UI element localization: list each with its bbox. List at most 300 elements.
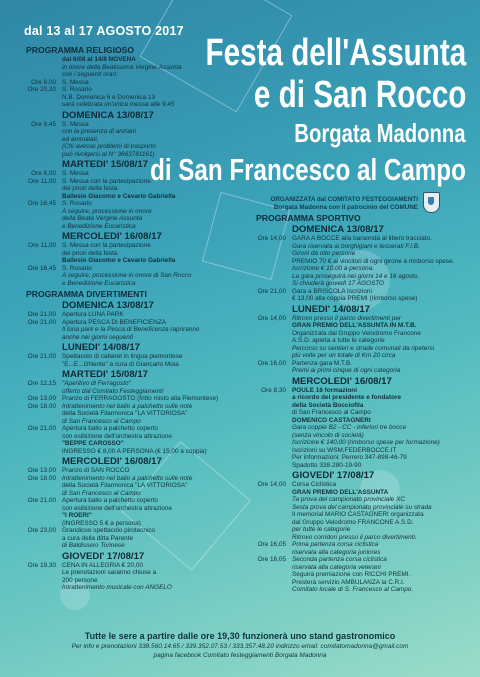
entry-text: Pranzo di FERRAGOSTO (fritto misto alla Piemontese): [62, 395, 219, 402]
entry-text: Apertura ballo a palchetto coperto: [62, 497, 158, 504]
entry-text: della Beata Vergine Assunta: [62, 215, 143, 222]
schedule-entry: [22, 380, 224, 388]
entry-time: [22, 250, 62, 258]
entry-text: Apertura LUNA PARK: [62, 311, 124, 318]
entry-text: S. Messa: [62, 120, 89, 128]
entry-text: e Benedizione Eucaristica: [62, 222, 136, 230]
entry-time: [22, 490, 62, 498]
schedule-entry: [252, 322, 468, 330]
title-line-1: Festa dell'Assunta: [205, 32, 466, 74]
entry-text: Gara riservata ai borghigiani e tesserati F.I.B.: [292, 242, 420, 250]
entry-text: CENA IN ALLEGRIA € 20,00: [62, 561, 143, 569]
entry-text: con la presenza di anziani: [62, 128, 136, 135]
entry-time: [22, 410, 62, 418]
schedule-entry: [22, 542, 224, 550]
schedule-entry: [22, 101, 224, 109]
entry-time: Ore 8,00: [31, 78, 56, 86]
day-heading: GIOVEDI' 17/08/17: [62, 550, 145, 562]
schedule-entry: [252, 526, 468, 534]
entry-time: [22, 208, 62, 216]
schedule-entry: [22, 410, 224, 418]
entry-time: [22, 361, 62, 369]
entry-text: A seguire, processione in onore: [62, 207, 152, 215]
entry-text: ed ammalati.: [62, 135, 99, 143]
entry-text: GARA A BOCCE alla baraonda al libero tracciato.: [292, 235, 432, 242]
entry-text: e Benedizione Eucaristica: [62, 279, 136, 287]
entry-text: Intrattenimento nel ballo a palchetto sulle note: [62, 474, 193, 482]
right-column: [252, 212, 468, 594]
schedule-entry: [22, 527, 224, 535]
schedule-entry: [252, 481, 468, 489]
schedule-entry: [22, 433, 224, 441]
schedule-entry: [22, 326, 224, 334]
entry-text: INGRESSO € 8,00 A PERSONA (€ 15,00 a coppia): [62, 447, 207, 455]
schedule-entry: [252, 586, 468, 594]
schedule-entry: [252, 462, 468, 470]
religioso-days: [22, 110, 224, 288]
entry-time: [22, 143, 62, 151]
schedule-entry: [252, 424, 468, 432]
entry-time: Ore 18,00: [27, 402, 56, 410]
entry-text: (Chi avesse problemi di trasporto: [62, 143, 156, 150]
schedule-entry: [22, 569, 224, 577]
entry-text: con i seguenti orari:: [62, 71, 118, 78]
entry-time: [252, 549, 292, 557]
entry-time: Ore 23,00: [27, 527, 56, 534]
entry-time: Ore 14,00: [257, 235, 286, 242]
entry-text: riservata alla categoria veterani: [292, 563, 381, 571]
entry-time: [252, 337, 292, 345]
entry-text: Iscrizioni su WSM.FEDERBOCCE.IT: [292, 446, 397, 454]
entry-time: [22, 280, 62, 288]
schedule-entry: [252, 337, 468, 345]
entry-time: [22, 512, 62, 520]
entry-time: Ore 16,05: [257, 556, 286, 563]
schedule-entry: [252, 489, 468, 497]
entry-text: Partenza gara M.T.B.: [292, 359, 353, 367]
entry-time: [252, 250, 292, 258]
entry-text: Iscrizione € 140,00 (rimborso spese per formazione): [292, 439, 440, 446]
entry-text: Spadotto 338-280-19-90: [292, 461, 362, 469]
schedule-entry: [22, 418, 224, 426]
entry-time: Ore 11,00: [28, 242, 56, 249]
schedule-entry: [22, 395, 224, 403]
schedule-entry: [22, 497, 224, 505]
entry-text: (INGRESSO 5 € a persona): [62, 519, 141, 527]
entry-time: [252, 511, 292, 519]
divertimenti-days: [22, 300, 224, 592]
entry-time: Ore 16,05: [257, 541, 286, 548]
schedule-entry: [252, 511, 468, 519]
entry-time: Ore 20,30: [27, 86, 56, 93]
schedule-entry: [22, 71, 224, 79]
entry-text: Si chiuderà giovedì 17 AGOSTO: [292, 280, 385, 287]
schedule-entry: [22, 143, 224, 151]
entry-text: più volte per un totale di Km 20 circa: [292, 352, 396, 359]
schedule-entry: [22, 467, 224, 475]
schedule-entry: [252, 549, 468, 557]
schedule-entry: [252, 519, 468, 527]
schedule-entry: [252, 504, 468, 512]
organizer-line-1: ORGANIZZATA dal COMITATO FESTEGGIAMENTI: [270, 196, 418, 203]
entry-text: S. Messa: [62, 78, 89, 86]
entry-text: Corsa Ciclistica: [292, 481, 337, 488]
schedule-entry: [252, 402, 468, 410]
day-heading: MERCOLEDI' 16/08/17: [62, 231, 162, 242]
entry-time: Ore 14,00: [257, 314, 286, 322]
schedule-entry: [252, 330, 468, 338]
entry-time: [22, 535, 62, 543]
schedule-entry: [22, 128, 224, 136]
entry-text: di Baldissero Torinese: [62, 542, 125, 549]
entry-text: Gironi da otto persone: [292, 250, 356, 257]
schedule-entry: [252, 352, 468, 360]
entry-text: N.B. Domenica 6 e Domenica 13: [62, 93, 156, 101]
day-heading: DOMENICA 13/08/17: [62, 109, 154, 121]
entry-time: Ore 14,00: [257, 481, 286, 488]
entry-time: [22, 577, 62, 585]
entry-time: [22, 448, 62, 456]
schedule-entry: [22, 334, 224, 342]
schedule-entry: [252, 235, 468, 243]
schedule-entry: [252, 258, 468, 266]
entry-text: S. Rosario: [62, 264, 92, 272]
entry-time: [22, 569, 62, 577]
entry-text: € 13,00 alla coppia PREMI (rimborso spese): [292, 295, 418, 302]
entry-time: [22, 151, 62, 159]
footer-stand-note: Tutte le sere a partire dalle ore 19,30 funzionerà uno stand gastronomico: [84, 631, 396, 641]
entry-time: [22, 223, 62, 231]
entry-time: [252, 394, 292, 402]
schedule-entry: [22, 215, 224, 223]
entry-time: [252, 322, 292, 330]
schedule-entry: [252, 243, 468, 251]
entry-time: Ore 16,45: [27, 200, 56, 207]
entry-time: Ore 13,00: [27, 395, 56, 402]
entry-text: Gara a BRISCOLA Iscrizioni: [292, 287, 372, 295]
entry-text: con esibizione dell'orchestra attrazione: [62, 504, 172, 512]
entry-text: dal Gruppo Velodromo FRANCONE A.S.D.: [292, 518, 414, 526]
entry-time: Ore 11,00: [28, 177, 56, 185]
entry-text: S. Rosario: [62, 200, 92, 207]
entry-time: Ore 21,00: [27, 497, 56, 504]
entry-time: [252, 345, 292, 353]
schedule-entry: [22, 94, 224, 102]
entry-text: della Società Filarmonica "LA VITTORIOSA": [62, 482, 188, 489]
schedule-entry: [252, 315, 468, 323]
entry-text: della Società Bocciofila: [292, 401, 364, 409]
section-title-religioso: PROGRAMMA RELIGIOSO: [26, 45, 135, 55]
schedule-entry: [22, 403, 224, 411]
schedule-entry: [252, 295, 468, 303]
footer-contacts: Per info e prenotazioni 338.560.14.65 / 339.352.07.53 / 333.357.48.20 indirizzo email: comitatomadonna@gmail.com: [71, 643, 409, 650]
entry-text: di San Francesco al Campo: [292, 409, 371, 416]
entry-text: sarà celebrata un'unica messa alle 9,45: [62, 101, 175, 108]
entry-time: [252, 330, 292, 338]
entry-text: Spettacolo di cabaret in lingua piemontese: [62, 353, 183, 360]
entry-text: Organizzata dal Gruppo Velodromo Francone: [292, 329, 421, 337]
schedule-entry: [22, 86, 224, 94]
entry-text: di San Francesco al Campo: [62, 489, 141, 497]
entry-time: Ore 9,45: [31, 120, 56, 128]
schedule-entry: [22, 193, 224, 201]
entry-text: Pranzo di SAN ROCCO: [62, 467, 130, 474]
entry-time: [252, 258, 292, 266]
entry-text: Grandioso spettacolo pirotecnico: [62, 527, 156, 534]
schedule-entry: [22, 170, 224, 178]
entry-text: Intrattenimento musicale con ANGELO: [62, 584, 172, 591]
entry-text: Le prenotazioni saranno chiuse a: [62, 569, 157, 576]
municipal-crest-icon: [423, 192, 440, 213]
day-heading: LUNEDI' 14/08/17: [292, 303, 371, 315]
entry-time: [22, 388, 62, 396]
entry-time: [22, 64, 62, 72]
entry-text: GRAN PREMIO DELL'ASSUNTA IN M.T.B.: [292, 322, 417, 329]
entry-time: Ore 16,00: [257, 359, 286, 367]
entry-text: Iscrizione € 10,00 a persona.: [292, 265, 375, 272]
entry-text: "BEPPE CAROSSO": [62, 440, 124, 447]
entry-time: Ore 21,00: [27, 311, 56, 318]
entry-time: [22, 101, 62, 109]
schedule-entry: [22, 482, 224, 490]
entry-time: Ore 16,45: [27, 264, 56, 272]
entry-text: S. Messa con la partecipazione: [62, 242, 151, 249]
schedule-entry: [22, 272, 224, 280]
entry-time: Ore 19,30: [27, 561, 56, 569]
day-heading: GIOVEDI' 17/08/17: [292, 470, 375, 481]
entry-text: Premi ai primi cinque di ogni categoria: [292, 367, 401, 374]
entry-time: [252, 424, 292, 432]
schedule-entry: [22, 535, 224, 543]
entry-text: Gara coppie B2 - CC - inferiori tre bocce: [292, 424, 407, 431]
entry-time: Ore 21,00: [257, 287, 286, 295]
entry-text: della Società Filarmonica "LA VITTORIOSA": [62, 410, 188, 417]
schedule-entry: [252, 496, 468, 504]
entry-time: Ore 21,00: [27, 425, 56, 432]
entry-time: [252, 280, 292, 288]
entry-time: [252, 352, 292, 360]
entry-time: [252, 439, 292, 447]
title-line-2: e di San Rocco: [253, 74, 466, 116]
schedule-entry: [22, 136, 224, 144]
entry-time: [252, 504, 292, 512]
entry-time: [252, 243, 292, 251]
entry-time: [252, 409, 292, 417]
schedule-entry: [252, 541, 468, 549]
entry-text: Intrattenimento nel ballo a palchetto sulle note: [62, 402, 193, 410]
entry-time: [22, 94, 62, 102]
schedule-entry: [22, 311, 224, 319]
entry-text: DOMENICO CASTAGNERI: [292, 416, 371, 424]
entry-text: 7a prova del campionato provinciale XC: [292, 496, 405, 503]
entry-time: [252, 273, 292, 281]
entry-time: [252, 571, 292, 579]
entry-time: [252, 454, 292, 462]
entry-time: Ore 21,00: [27, 318, 56, 326]
schedule-entry: [22, 208, 224, 216]
schedule-entry: [22, 242, 224, 250]
entry-text: PREMIO 70 € ai vincitori di ogni girone a rimborso spese.: [292, 257, 455, 265]
entry-text: Apertura ballo a palchetto coperto: [62, 425, 158, 432]
entry-text: Percorso su sentieri e strade comunali da ripetersi: [292, 344, 435, 352]
entry-text: per tutte le categorie: [292, 526, 351, 533]
schedule-entry: [22, 505, 224, 513]
schedule-entry: [252, 579, 468, 587]
schedule-entry: [252, 387, 468, 395]
schedule-entry: [22, 490, 224, 498]
schedule-entry: [22, 512, 224, 520]
entry-time: [22, 520, 62, 528]
section-title-divertimenti: PROGRAMMA DIVERTIMENTI: [26, 289, 147, 299]
entry-text: S. Messa con la partecipazione: [62, 177, 151, 185]
entry-time: [252, 534, 292, 542]
entry-time: [252, 462, 292, 470]
entry-text: Il luna park e la Pesca di Beneficenza rapriranno: [62, 326, 200, 333]
entry-text: POULE 16 formazioni: [292, 386, 357, 394]
entry-time: [22, 272, 62, 280]
schedule-entry: [252, 265, 468, 273]
schedule-entry: [22, 200, 224, 208]
schedule-entry: [252, 367, 468, 375]
entry-text: Ballesio Giacomo e Cevario Gabriella: [62, 192, 176, 200]
entry-text: Ritrovo corridori presso il parco divertimenti.: [292, 533, 417, 541]
religioso-intro: [22, 56, 224, 109]
schedule-entry: [22, 562, 224, 570]
entry-time: [22, 433, 62, 441]
schedule-entry: [22, 577, 224, 585]
entry-time: [252, 295, 292, 303]
entry-text: riservata alla categoria juniores: [292, 548, 381, 556]
entry-time: Ore 8,00: [31, 170, 56, 177]
schedule-entry: [22, 475, 224, 483]
entry-text: S. Messa: [62, 170, 89, 177]
entry-time: [22, 128, 62, 136]
schedule-entry: [22, 388, 224, 396]
entry-text: Apertura PESCA DI BENEFICIENZA: [62, 318, 167, 326]
schedule-entry: [252, 394, 468, 402]
schedule-entry: [252, 345, 468, 353]
schedule-entry: [252, 454, 468, 462]
entry-text: "Aperitivo di Ferragosto": [62, 380, 131, 387]
schedule-entry: [252, 556, 468, 564]
entry-text: Il memorial MARIO CASTAGNERI organizzata: [292, 511, 424, 518]
organizer-line-2: Borgata Madonna con il patrocinio del COMUNE: [273, 204, 418, 211]
entry-time: [252, 367, 292, 375]
entry-time: [22, 505, 62, 513]
schedule-entry: [22, 223, 224, 231]
day-heading: MARTEDI' 15/08/17: [62, 159, 148, 170]
entry-time: Ore 8,30: [261, 386, 286, 394]
schedule-entry: [252, 280, 468, 288]
schedule-entry: [22, 353, 224, 361]
entry-time: [22, 56, 62, 64]
day-heading: MERCOLEDI' 16/08/17: [292, 375, 392, 387]
entry-time: [22, 215, 62, 223]
entry-time: Ore 12,15: [27, 380, 56, 387]
schedule-entry: [252, 571, 468, 579]
entry-text: A seguire, processione in onore di San Rocco: [62, 272, 192, 279]
entry-time: [252, 265, 292, 273]
schedule-entry: [22, 448, 224, 456]
entry-time: [22, 334, 62, 342]
schedule-entry: [22, 425, 224, 433]
entry-time: [252, 564, 292, 572]
schedule-entry: [22, 319, 224, 327]
schedule-entry: [22, 151, 224, 159]
entry-text: Prima partenza corsa ciclistica: [292, 541, 379, 548]
day-heading: MARTEDI' 15/08/17: [62, 369, 148, 380]
left-column: [22, 44, 224, 592]
entry-text: Presterà servizio AMBULANZA la C.R.I.: [292, 578, 405, 586]
entry-text: Seguirà premiazione con RICCHI PREMI.: [292, 571, 411, 578]
entry-time: [22, 136, 62, 144]
title-line-3: Borgata Madonna: [294, 118, 466, 148]
entry-text: 200 persone: [62, 576, 98, 584]
schedule-entry: [252, 288, 468, 296]
entry-text: anche nei giorni seguenti: [62, 333, 134, 341]
schedule-entry: [22, 520, 224, 528]
footer-facebook: pagina facebook Comitato festeggiamenti Borgata Madonna: [153, 652, 327, 659]
entry-time: [22, 185, 62, 193]
entry-text: offerto dal Comitato Festeggiamenti: [62, 387, 164, 395]
schedule-entry: [252, 360, 468, 368]
entry-text: "I ROERI": [62, 512, 92, 519]
entry-text: La gara proseguirà nei giorni 14 e 16 agosto.: [292, 272, 420, 280]
entry-text: Ritrovo presso il parco divertimenti per: [292, 314, 402, 322]
day-heading: DOMENICA 13/08/17: [292, 224, 384, 235]
entry-text: Comitato locale di S. Francesco al Campo.: [292, 586, 414, 593]
schedule-entry: [252, 447, 468, 455]
entry-text: GRAN PREMIO DELL'ASSUNTA: [292, 488, 389, 496]
entry-text: Seconda partenza corsa ciclistica: [292, 556, 387, 563]
entry-text: dal 6/08 al 14/8 NOVENA: [62, 56, 136, 63]
schedule-entry: [22, 56, 224, 64]
entry-time: [22, 257, 62, 265]
entry-time: [252, 586, 292, 594]
entry-text: Ballesio Giacomo e Cevario Gabriella: [62, 257, 176, 264]
schedule-entry: [22, 584, 224, 592]
entry-text: "E...E...GNente" a cura di Giancarlo Moia: [62, 360, 179, 368]
entry-time: [252, 489, 292, 497]
schedule-entry: [22, 250, 224, 258]
schedule-entry: [252, 417, 468, 425]
entry-time: [252, 447, 292, 455]
entry-text: a cura della ditta Parente: [62, 534, 134, 542]
entry-time: [22, 193, 62, 201]
entry-text: a ricordo del presidente e fondatore: [292, 394, 402, 401]
entry-text: (senza vincolo di società): [292, 431, 364, 439]
entry-time: [22, 440, 62, 448]
schedule-entry: [22, 121, 224, 129]
entry-time: [22, 326, 62, 334]
entry-time: [252, 496, 292, 504]
entry-time: [252, 579, 292, 587]
day-heading: MERCOLEDI' 16/08/17: [62, 456, 162, 467]
entry-text: S. Rosario: [62, 86, 92, 93]
entry-time: [22, 584, 62, 592]
entry-time: [22, 482, 62, 490]
entry-time: Ore 21,00: [27, 353, 56, 360]
date-range: dal 13 al 17 AGOSTO 2017: [24, 24, 184, 38]
entry-text: di San Francesco al Campo: [62, 417, 141, 425]
entry-time: [252, 526, 292, 534]
schedule-entry: [252, 273, 468, 281]
schedule-entry: [22, 185, 224, 193]
title-line-4: di San Francesco al Campo: [150, 152, 466, 187]
sportivo-days: [252, 224, 468, 594]
schedule-entry: [22, 257, 224, 265]
schedule-entry: [22, 440, 224, 448]
